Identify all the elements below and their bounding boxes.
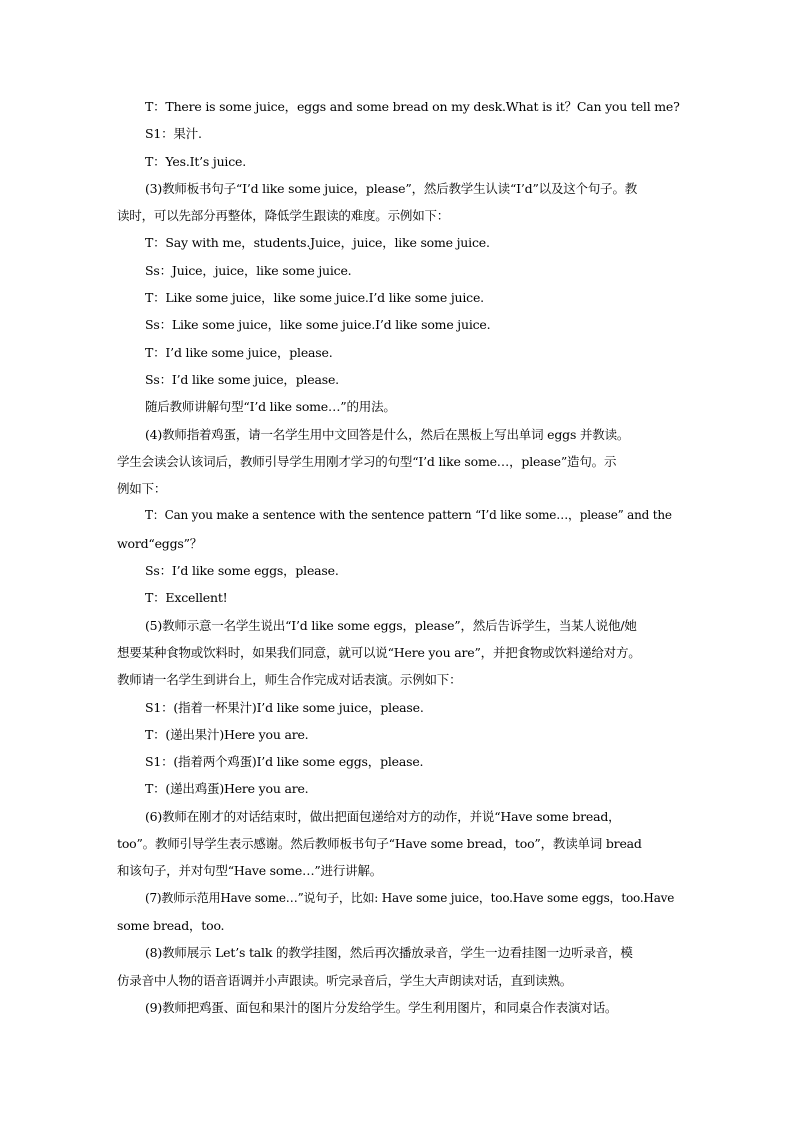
step-paragraph-line: (5)教师示意一名学生说出“I’d like some eggs，please”，然后告诉学生，当某人说他/她 [145,617,637,633]
step-paragraph-line: 随后教师讲解句型“I’d like some…”的用法。 [145,399,396,415]
step-paragraph-line: (3)教师板书句子“I’d like some juice，please”，然后教学生认读“I’d”以及这个句子。教 [145,180,638,196]
dialogue-line: Ss：I’d like some juice，please. [145,371,339,387]
dialogue-line: T：Like some juice，like some juice.I’d like some juice. [145,290,484,306]
document-page [117,93,679,1021]
step-paragraph-line: 教师请一名学生到讲台上，师生合作完成对话表演。示例如下： [117,672,462,688]
dialogue-line: S1：(指着一杯果汁)I’d like some juice，please. [145,699,424,715]
dialogue-line: Ss：I’d like some eggs，please. [145,563,339,579]
step-paragraph-line: (8)教师展示 Let’s talk 的教学挂图，然后再次播放录音，学生一边看挂图一边听录音，模 [145,945,633,961]
dialogue-line: T：I’d like some juice，please. [145,344,333,360]
dialogue-line: T：There is some juice，eggs and some bread on my desk.What is it？Can you tell me? [145,99,680,114]
dialogue-line: T：Say with me，students.Juice，juice，like some juice. [145,235,490,251]
step-paragraph-line: 读时，可以先部分再整体，降低学生跟读的难度。示例如下： [117,208,450,224]
dialogue-line: T：(递出果汁)Here you are. [145,726,309,742]
step-paragraph-line: (4)教师指着鸡蛋，请一名学生用中文回答是什么，然后在黑板上写出单词 eggs 并教读。 [145,426,630,442]
step-paragraph-line: 学生会读会认该词后，教师引导学生用刚才学习的句型“I’d like some…，please”造句。示 [117,453,617,469]
dialogue-line: T：Yes.It’s juice. [145,153,247,169]
step-paragraph-line: 仿录音中人物的语音语调并小声跟读。听完录音后，学生大声朗读对话，直到读熟。 [117,972,573,988]
dialogue-line: T：(递出鸡蛋)Here you are. [145,781,309,797]
dialogue-line: T：Excellent! [145,590,228,606]
step-paragraph-line: too”。教师引导学生表示感谢。然后教师板书句子“Have some bread，too”，教读单词 bread [117,836,642,852]
dialogue-line: S1：果汁. [145,126,202,142]
step-paragraph-line: 想要某种食物或饮料时，如果我们同意，就可以说“Here you are”，并把食物或饮料递给对方。 [117,644,641,660]
step-paragraph-line: 和该句子，并对句型“Have some…”进行讲解。 [117,863,383,879]
dialogue-line: word“eggs”？ [117,535,203,551]
dialogue-line: S1：(指着两个鸡蛋)I’d like some eggs，please. [145,754,424,770]
dialogue-line: T：Can you make a sentence with the sentence pattern “I’d like some…，please” and the [145,508,672,523]
step-paragraph-line: (6)教师在刚才的对话结束时，做出把面包递给对方的动作，并说“Have some bread， [145,808,621,824]
dialogue-line: Ss：Juice，juice，like some juice. [145,262,352,278]
step-paragraph-line: (7)教师示范用Have some…”说句子，比如: Have some juice，too.Have some eggs，too.Have [145,890,675,905]
step-paragraph-line: some bread，too. [117,917,225,933]
step-paragraph-line: 例如下： [117,481,167,497]
dialogue-line: Ss：Like some juice，like some juice.I’d like some juice. [145,317,491,333]
step-paragraph-line: (9)教师把鸡蛋、面包和果汁的图片分发给学生。学生利用图片，和同桌合作表演对话。 [145,999,618,1015]
